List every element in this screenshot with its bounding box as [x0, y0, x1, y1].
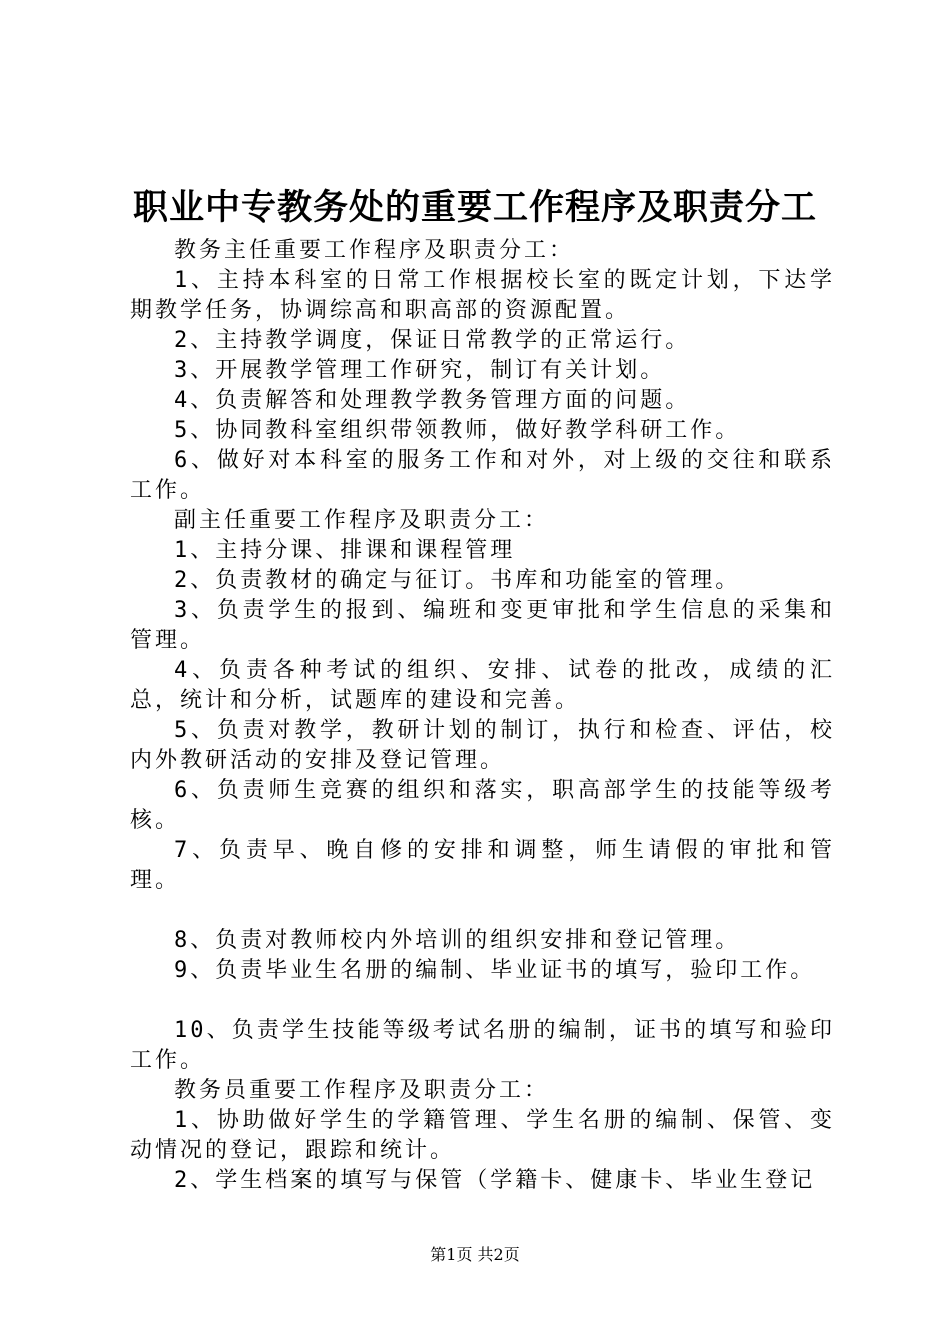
paragraph: 5、协同教科室组织带领教师，做好教学科研工作。 — [174, 418, 741, 443]
paragraph: 3、负责学生的报到、编班和变更审批和学生信息的采集和管理。 — [130, 598, 835, 653]
paragraph: 9、负责毕业生名册的编制、毕业证书的填写，验印工作。 — [174, 958, 816, 983]
paragraph: 4、负责解答和处理教学教务管理方面的问题。 — [174, 388, 691, 413]
paragraph: 7、负责早、晚自修的安排和调整，师生请假的审批和管理。 — [130, 838, 835, 893]
paragraph: 6、负责师生竞赛的组织和落实，职高部学生的技能等级考核。 — [130, 778, 835, 833]
paragraph: 1、协助做好学生的学籍管理、学生名册的编制、保管、变动情况的登记，跟踪和统计。 — [130, 1108, 835, 1163]
page-footer: 第1页 共2页 — [430, 1245, 520, 1264]
paragraph: 6、做好对本科室的服务工作和对外，对上级的交往和联系工作。 — [130, 448, 835, 503]
section-heading: 教务员重要工作程序及职责分工： — [174, 1078, 550, 1103]
paragraph: 1、主持本科室的日常工作根据校长室的既定计划，下达学期教学任务，协调综高和职高部的资源配置。 — [130, 268, 835, 323]
section-heading: 副主任重要工作程序及职责分工： — [174, 508, 550, 533]
paragraph: 教务主任重要工作程序及职责分工： — [174, 238, 575, 263]
document-body — [130, 236, 835, 1196]
paragraph: 8、负责对教师校内外培训的组织安排和登记管理。 — [174, 928, 741, 953]
paragraph: 10、负责学生技能等级考试名册的编制，证书的填写和验印工作。 — [130, 1018, 835, 1073]
paragraph: 3、开展教学管理工作研究，制订有关计划。 — [174, 358, 666, 383]
paragraph: 2、主持教学调度，保证日常教学的正常运行。 — [174, 328, 691, 353]
document-title: 职业中专教务处的重要工作程序及职责分工 — [132, 187, 817, 228]
paragraph: 1、主持分课、排课和课程管理 — [174, 538, 516, 563]
paragraph: 4、负责各种考试的组织、安排、试卷的批改，成绩的汇总，统计和分析，试题库的建设和完善。 — [130, 658, 835, 713]
paragraph: 2、学生档案的填写与保管（学籍卡、健康卡、毕业生登记 — [174, 1168, 816, 1193]
paragraph: 2、负责教材的确定与征订。书库和功能室的管理。 — [174, 568, 741, 593]
paragraph: 5、负责对教学，教研计划的制订，执行和检查、评估，校内外教研活动的安排及登记管理。 — [130, 718, 835, 773]
